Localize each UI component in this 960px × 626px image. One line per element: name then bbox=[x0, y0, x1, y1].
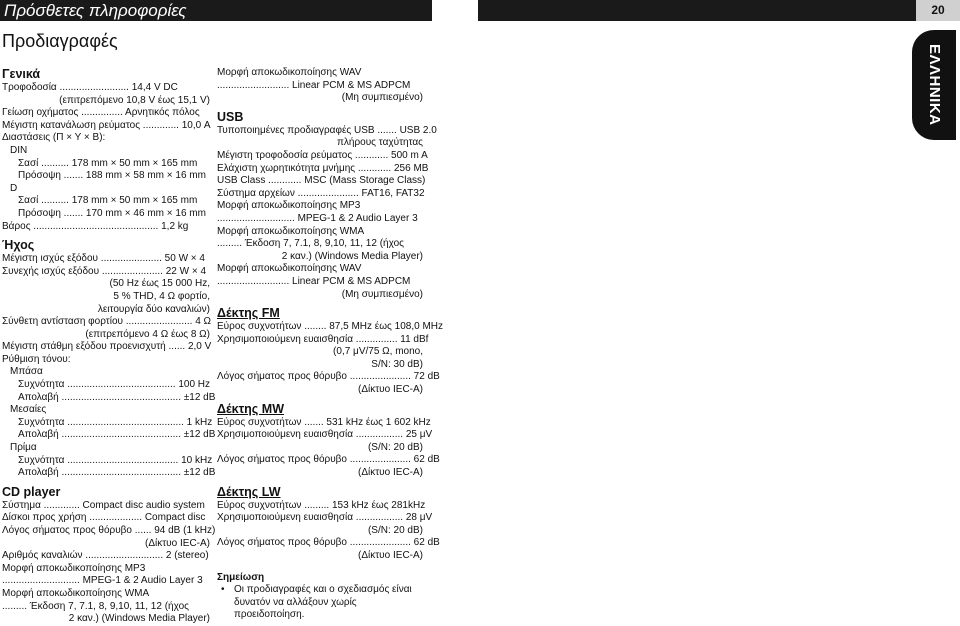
spec-line: Λόγος σήματος προς θόρυβο ...................... 62 dB bbox=[217, 454, 440, 466]
spec-line: λειτουργία δύο καναλιών) bbox=[97, 303, 210, 315]
note-item bbox=[217, 584, 423, 597]
spec-line: Σύνθετη αντίσταση φορτίου ........................ 4 Ω bbox=[2, 316, 212, 328]
spec-line: Συνεχής ισχύς εξόδου ...................... 22 W × 4 bbox=[2, 265, 207, 277]
note-title: Σημείωση bbox=[217, 571, 265, 583]
spec-line: Πρόσοψη ....... 188 mm × 58 mm × 16 mm bbox=[18, 170, 206, 182]
spec-line: .......................... Linear PCM & MS ADPCM bbox=[217, 79, 411, 91]
header-bar-right bbox=[478, 0, 916, 21]
language-tab-label: ΕΛΛΗΝΙΚΑ bbox=[926, 44, 943, 126]
spec-line: Μέγιστη τροφοδοσία ρεύματος ............ 500 m A bbox=[217, 149, 428, 161]
spec-line: Μπάσα bbox=[10, 366, 43, 378]
spec-line: Λόγος σήματος προς θόρυβο ...................... 62 dB bbox=[217, 537, 440, 549]
spec-line: ......... Έκδοση 7, 7.1, 8, 9,10, 11, 12 (ήχος bbox=[2, 600, 189, 612]
page-title: Προδιαγραφές bbox=[2, 31, 118, 51]
spec-line: S/N: 30 dB) bbox=[371, 358, 423, 370]
spec-line: 2 καν.) (Windows Media Player) bbox=[68, 613, 210, 625]
spec-line: Ρύθμιση τόνου: bbox=[2, 353, 71, 365]
spec-line: Τυποποιημένες προδιαγραφές USB ....... USB 2.0 bbox=[217, 124, 437, 136]
spec-line: Μεσαίες bbox=[10, 404, 47, 416]
spec-line: ............................ MPEG-1 & 2 Audio Layer 3 bbox=[2, 575, 203, 587]
spec-line: Μορφή αποκωδικοποίησης WAV bbox=[217, 263, 362, 275]
spec-line: Δίσκοι προς χρήση ................... Compact disc bbox=[2, 512, 206, 524]
spec-line: Τροφοδοσία ......................... 14,4 V DC bbox=[2, 82, 178, 93]
spec-line: (επιτρεπόμενο 10,8 V έως 15,1 V) bbox=[59, 94, 210, 106]
spec-line: (Δίκτυο IEC-A) bbox=[145, 537, 210, 549]
spec-line: Μορφή αποκωδικοποίησης WAV bbox=[217, 67, 362, 78]
section-heading: USB bbox=[217, 109, 244, 124]
section-heading: CD player bbox=[2, 484, 61, 499]
spec-line: DIN bbox=[10, 144, 28, 156]
spec-line: (Μη συμπιεσμένο) bbox=[341, 288, 423, 300]
note-text: δυνατόν να αλλάξουν χωρίς προειδοποίηση. bbox=[234, 596, 357, 621]
spec-line: Χρησιμοποιούμενη ευαισθησία ................. 25 μV bbox=[217, 429, 433, 441]
spec-line: Χρησιμοποιούμενη ευαισθησία ................. 28 μV bbox=[217, 512, 433, 524]
spec-line: Μορφή αποκωδικοποίησης WMA bbox=[217, 225, 365, 237]
spec-line: Συχνότητα ....................................... 100 Hz bbox=[18, 379, 211, 391]
spec-line: (Δίκτυο IEC-A) bbox=[358, 550, 423, 561]
spec-line: Χρησιμοποιούμενη ευαισθησία ............... 11 dBf bbox=[217, 333, 429, 345]
bullet-icon: • bbox=[221, 584, 225, 596]
spec-line: (Μη συμπιεσμένο) bbox=[341, 92, 423, 104]
spec-line: Μέγιστη κατανάλωση ρεύματος ............. 10,0 A bbox=[2, 119, 211, 131]
spec-line: Σύστημα ............. Compact disc audio system bbox=[2, 499, 205, 511]
spec-line: Εύρος συχνοτήτων ......... 153 kHz έως 281kHz bbox=[217, 499, 426, 511]
spec-line: .......................... Linear PCM & MS ADPCM bbox=[217, 275, 411, 287]
left-column bbox=[2, 67, 216, 626]
note-text: Οι προδιαγραφές και ο σχεδιασμός είναι bbox=[234, 584, 412, 596]
section-heading: Ήχος bbox=[2, 238, 35, 253]
spec-line: Βάρος ............................................. 1,2 kg bbox=[2, 220, 189, 232]
right-column bbox=[217, 67, 443, 622]
spec-line: Λόγος σήματος προς θόρυβο ...................... 72 dB bbox=[217, 371, 440, 383]
section-heading: Γενικά bbox=[2, 67, 41, 81]
spec-line: Μορφή αποκωδικοποίησης MP3 bbox=[217, 200, 361, 212]
spec-line: D bbox=[10, 182, 18, 194]
spec-line: Απολαβή ........................................... ±12 dB bbox=[18, 391, 216, 403]
spec-line: Μορφή αποκωδικοποίησης WMA bbox=[2, 587, 150, 599]
spec-line: 5 % THD, 4 Ω φορτίο, bbox=[113, 290, 210, 302]
spec-line: Μέγιστη ισχύς εξόδου ...................... 50 W × 4 bbox=[2, 253, 205, 265]
spec-line: Απολαβή ........................................... ±12 dB bbox=[18, 429, 216, 441]
section-heading: Δέκτης LW bbox=[217, 484, 281, 499]
spec-line: Μέγιστη στάθμη εξόδου προενισχυτή ...... 2,0 V bbox=[2, 341, 212, 353]
spec-line: Πρόσοψη ....... 170 mm × 46 mm × 16 mm bbox=[18, 207, 206, 219]
section-heading: Δέκτης FM bbox=[217, 306, 280, 321]
spec-line: ......... Έκδοση 7, 7.1, 8, 9,10, 11, 12 (ήχος bbox=[217, 238, 404, 250]
spec-line: Γείωση οχήματος ............... Αρνητικός πόλος bbox=[2, 107, 200, 119]
spec-line: Πρίμα bbox=[10, 442, 37, 454]
page-number: 20 bbox=[931, 3, 945, 17]
spec-line: (Δίκτυο IEC-A) bbox=[358, 384, 423, 396]
spec-line: Λόγος σήματος προς θόρυβο ...... 94 dB (1 kHz) bbox=[2, 525, 216, 536]
spec-line: ............................ MPEG-1 & 2 Audio Layer 3 bbox=[217, 212, 418, 224]
section-title: Πρόσθετες πληροφορίες bbox=[4, 1, 187, 20]
spec-line: Σασί .......... 178 mm × 50 mm × 165 mm bbox=[18, 157, 198, 169]
language-tab bbox=[912, 30, 956, 140]
spec-line: Σύστημα αρχείων ...................... FAT16, FAT32 bbox=[217, 187, 425, 199]
spec-line: 2 καν.) (Windows Media Player) bbox=[281, 250, 423, 262]
spec-line: Εύρος συχνοτήτων ....... 531 kHz έως 1 602 kHz bbox=[217, 416, 431, 428]
section-heading: Δέκτης MW bbox=[217, 401, 284, 416]
spec-line: πλήρους ταχύτητας bbox=[336, 137, 423, 149]
spec-line: Συχνότητα .......................................... 1 kHz bbox=[18, 416, 213, 428]
spec-line: Αριθμός καναλιών ............................ 2 (stereo) bbox=[2, 550, 209, 562]
note-block bbox=[217, 572, 423, 622]
spec-line: (50 Hz έως 15 000 Hz, bbox=[109, 278, 210, 290]
spec-line: (Δίκτυο IEC-A) bbox=[358, 467, 423, 479]
spec-line: Ελάχιστη χωρητικότητα μνήμης ............ 256 MB bbox=[217, 162, 429, 174]
spec-line: (0,7 μV/75 Ω, mono, bbox=[333, 346, 423, 358]
spec-line: Μορφή αποκωδικοποίησης MP3 bbox=[2, 562, 146, 574]
spec-line: (S/N: 20 dB) bbox=[367, 524, 423, 536]
spec-line: Σασί .......... 178 mm × 50 mm × 165 mm bbox=[18, 195, 198, 207]
spec-line: USB Class ............ MSC (Mass Storage Class) bbox=[217, 175, 426, 187]
spec-line: (επιτρεπόμενο 4 Ω έως 8 Ω) bbox=[85, 328, 210, 340]
spec-line: Συχνότητα ........................................ 10 kHz bbox=[18, 454, 213, 466]
spec-line: Απολαβή ........................................... ±12 dB bbox=[18, 467, 216, 479]
spec-line: Εύρος συχνοτήτων ........ 87,5 MHz έως 108,0 MHz bbox=[217, 321, 443, 333]
spec-line: Διαστάσεις (Π × Υ × Β): bbox=[2, 132, 106, 144]
spec-line: (S/N: 20 dB) bbox=[367, 441, 423, 453]
page-number-box bbox=[916, 0, 960, 21]
section-header-bar bbox=[0, 0, 432, 21]
note-item bbox=[217, 597, 423, 622]
